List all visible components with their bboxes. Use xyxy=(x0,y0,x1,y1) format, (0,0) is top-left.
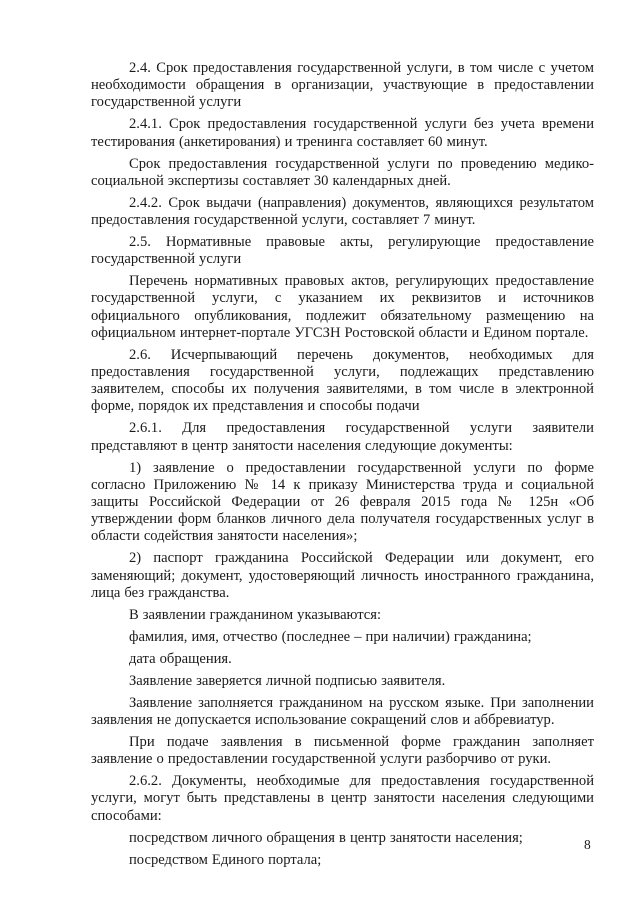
list-item-application: 1) заявление о предоставлении государственной услуги по форме согласно Приложению № 14 к приказу Министерства труда и социальной защиты Российской Федерации от 26 февраля 2015 года № 125н «Об утверждении форм бланков личного дела получателя государственных услуг в области содействия занятости населения»; xyxy=(91,459,594,545)
list-item-date: дата обращения. xyxy=(129,650,232,667)
paragraph-application-contents: В заявлении гражданином указываются: xyxy=(129,606,382,623)
section-2-4-2: 2.4.2. Срок выдачи (направления) документов, являющихся результатом предоставления государственной услуги, составляет 7 минут. xyxy=(91,194,594,229)
section-2-6-2: 2.6.2. Документы, необходимые для предоставления государственной услуги, могут быть представлены в центр занятости населения следующими способами: xyxy=(91,773,594,824)
section-2-4-heading: 2.4. Срок предоставления государственной услуги, в том числе с учетом необходимости обращения в организации, участвующие в предоставлении государственной услуги xyxy=(91,60,594,111)
section-2-6-heading: 2.6. Исчерпывающий перечень документов, необходимых для предоставления государственной услуги, подлежащих представлению заявителем, способы их получения заявителями, в том числе в электронной форме, порядок их представления и способы подачи xyxy=(91,346,594,415)
list-item-unified-portal: посредством Единого портала; xyxy=(129,851,322,868)
list-item-passport: 2) паспорт гражданина Российской Федерации или документ, его заменяющий; документ, удостоверяющий личность иностранного гражданина, лица без гражданства. xyxy=(91,550,594,601)
section-2-5-heading: 2.5. Нормативные правовые акты, регулирующие предоставление государственной услуги xyxy=(91,234,594,268)
paragraph-medical-expertise-term: Срок предоставления государственной услуги по проведению медико-социальной экспертизы составляет 30 календарных дней. xyxy=(91,155,594,189)
paragraph-written-form: При подаче заявления в письменной форме гражданин заполняет заявление о предоставлении государственной услуги разборчиво от руки. xyxy=(91,734,594,768)
page-number: 8 xyxy=(584,837,591,852)
section-2-4-1: 2.4.1. Срок предоставления государственной услуги без учета времени тестирования (анкетирования) и тренинга составляет 60 минут. xyxy=(91,116,594,150)
paragraph-legal-acts-list: Перечень нормативных правовых актов, регулирующих предоставление государственной услуги, с указанием их реквизитов и источников официального опубликования, подлежит обязательному размещению на официальном интернет-портале УГСЗН Ростовской области и Едином портале. xyxy=(91,273,594,341)
section-2-6-1: 2.6.1. Для предоставления государственной услуги заявители представляют в центр занятости населения следующие документы: xyxy=(91,420,594,454)
paragraph-signature: Заявление заверяется личной подписью заявителя. xyxy=(129,672,446,689)
document-body xyxy=(91,60,594,874)
list-item-full-name: фамилия, имя, отчество (последнее – при наличии) гражданина; xyxy=(129,628,532,645)
list-item-personal-visit: посредством личного обращения в центр занятости населения; xyxy=(129,829,523,846)
paragraph-language: Заявление заполняется гражданином на русском языке. При заполнении заявления не допускается использование сокращений слов и аббревиатур. xyxy=(91,694,594,729)
